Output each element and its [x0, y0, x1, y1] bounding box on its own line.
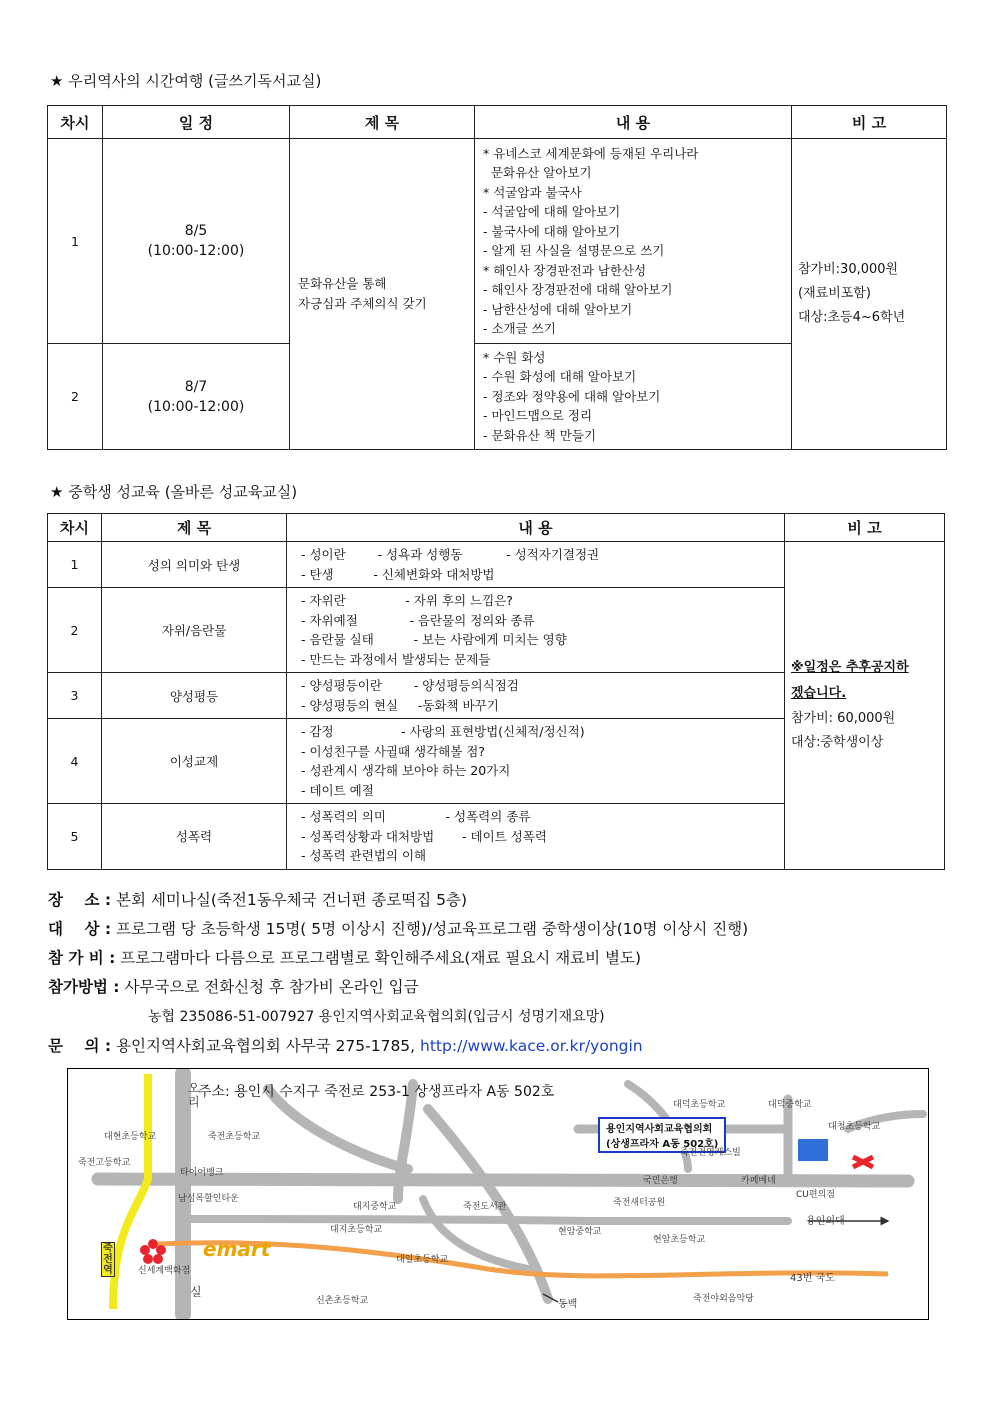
note-line: 대상:초등4~6학년: [798, 310, 906, 325]
map-label: 카페베네: [741, 1176, 776, 1186]
table-header-row: [48, 106, 947, 139]
session-content: - 성이란 - 성욕과 성행동 - 성적자기결정권 - 탄생 - 신체변화와 대처방법: [287, 542, 785, 588]
map-address: 주소: 용인시 수지구 죽전로 253-1 상생프라자 A동 502호: [198, 1084, 555, 1100]
session-date: [103, 139, 290, 344]
info-target: [48, 915, 748, 944]
map-label: 타이어뱅크: [180, 1168, 224, 1178]
map-label: 죽전건영캐스빌: [680, 1148, 741, 1158]
info-method: [48, 973, 419, 1002]
session-number: 2: [48, 588, 102, 673]
session-number: 1: [48, 542, 102, 588]
map-label: 대일초등학교: [396, 1255, 449, 1265]
table-row: [48, 139, 947, 344]
col-header: 내 용: [475, 106, 792, 139]
map-label: 대지초등학교: [330, 1225, 383, 1235]
session-subject: 자위/음란물: [102, 588, 287, 673]
session-note: [792, 139, 947, 450]
map-label: 실: [190, 1285, 202, 1299]
session-number: 2: [48, 344, 103, 450]
info-fee: [48, 944, 641, 973]
session-subject: 문화유산을 통해 자긍심과 주체의식 갖기: [290, 139, 475, 450]
time-text: (10:00-12:00): [147, 243, 245, 259]
map-label: 신세계백화점: [138, 1266, 191, 1276]
map-label: 국민은행: [643, 1176, 678, 1186]
session-content: - 양성평등이란 - 양성평등의식점검 - 양성평등의 현실 -동화책 바꾸기: [287, 673, 785, 719]
note-line: 참가비: 60,000원: [791, 711, 896, 727]
map-label: 동백: [558, 1299, 578, 1310]
info-label: 문 의 :: [48, 1037, 112, 1055]
info-label: 참 가 비 :: [48, 949, 116, 967]
section1-table: [47, 105, 947, 450]
col-header: 제 목: [290, 106, 475, 139]
col-header: 차시: [48, 106, 103, 139]
col-header: 비 고: [785, 514, 945, 542]
session-subject: 성의 의미와 탄생: [102, 542, 287, 588]
col-header: 제 목: [102, 514, 287, 542]
date-text: 8/5: [184, 223, 208, 239]
time-text: (10:00-12:00): [147, 398, 245, 415]
session-content: - 감정 - 사랑의 표현방법(신체적/정신적) - 이성친구를 사귈때 생각해볼 점? - 성관계시 생각해 보아야 하는 20가지 - 데이트 예절: [287, 719, 785, 804]
table-row: [48, 542, 945, 588]
map-label: 죽전초등학교: [208, 1132, 261, 1142]
info-contact: [48, 1032, 643, 1061]
section2-table: [47, 513, 945, 870]
session-date: [103, 344, 290, 450]
map-label: 대덕중학교: [768, 1100, 812, 1110]
map-label: 대지중학교: [353, 1202, 397, 1212]
col-header: 내 용: [287, 514, 785, 542]
info-value: 용인지역사회교육협의회 사무국 275-1785,: [111, 1037, 421, 1055]
note-line: (재료비포함): [798, 286, 871, 301]
map-emart-logo: emart: [203, 1237, 271, 1261]
col-header: 차시: [48, 514, 102, 542]
map-label: 죽전새터공원: [613, 1198, 666, 1208]
info-value: 본회 세미나실(죽전1동우체국 건너편 종로떡집 5층): [111, 891, 468, 909]
info-label: 대 상 :: [48, 920, 112, 938]
session-subject: 이성교제: [102, 719, 287, 804]
map-label: 죽전도서관: [463, 1202, 507, 1212]
info-value: 사무국으로 전화신청 후 참가비 온라인 입금: [119, 978, 419, 996]
section1-title: ★ 우리역사의 시간여행 (글쓰기독서교실): [50, 72, 322, 90]
col-header: 비 고: [792, 106, 947, 139]
map-label: CU편의점: [796, 1190, 835, 1200]
map-label: 43번 국도: [790, 1273, 835, 1284]
map-label: 오: [188, 1081, 200, 1095]
map-station: 죽전역: [101, 1242, 115, 1277]
table-header-row: [48, 514, 945, 542]
info-place: [48, 886, 467, 915]
info-value: 프로그램마다 다름으로 프로그램별로 확인해주세요(재료 필요시 재료비 별도): [115, 949, 642, 967]
map-label: 리: [188, 1095, 200, 1109]
map-label: 대현초등학교: [104, 1132, 157, 1142]
session-content: * 유네스코 세계문화에 등재된 우리나라 문화유산 알아보기 * 석굴암과 불국사 - 석굴암에 대해 알아보기 - 불국사에 대해 알아보기 - 알게 된 사실을 설명문으로 쓰기 * 해인사 장경판전과 남한산성 - 해인사 장경판전에 대해 알아보기 - 남한산성에 대해 알아보기 - 소개글 쓰기: [475, 139, 792, 344]
note-line: 참가비:30,000원: [798, 262, 899, 277]
date-text: 8/7: [184, 378, 208, 395]
map-label: 대덕초등학교: [673, 1100, 726, 1110]
note-line: 대상:중학생이상: [791, 735, 884, 751]
map-label: 죽전고등학교: [78, 1158, 131, 1168]
session-number: 1: [48, 139, 103, 344]
note-bold: ※일정은 추후공지하 겠습니다.: [791, 660, 909, 702]
session-content: - 자위란 - 자위 후의 느낌은? - 자위예절 - 음란물의 정의와 종류 - 음란물 실태 - 보는 사람에게 미치는 영향 - 만드는 과정에서 발생되는 문제들: [287, 588, 785, 673]
info-label: 참가방법 :: [48, 978, 120, 996]
map-label: 용인외대: [806, 1216, 845, 1227]
session-subject: 성폭력: [102, 804, 287, 870]
website-link[interactable]: http://www.kace.or.kr/yongin: [420, 1037, 643, 1055]
map-label: 현암초등학교: [653, 1235, 706, 1245]
session-subject: 양성평등: [102, 673, 287, 719]
session-content: * 수원 화성 - 수원 화성에 대해 알아보기 - 정조와 정약용에 대해 알아보기 - 마인드맵으로 정리 - 문화유산 책 만들기: [475, 344, 792, 450]
map-label: 신촌초등학교: [316, 1296, 369, 1306]
info-label: 장 소 :: [48, 891, 112, 909]
location-map: [67, 1068, 929, 1320]
section2-title: ★ 중학생 성교육 (올바른 성교육교실): [50, 483, 298, 501]
map-label: 남성목할인타운: [178, 1194, 239, 1204]
info-bank: 농협 235086-51-007927 용인지역사회교육협의회(입금시 성명기재요망): [148, 1009, 605, 1025]
session-note: [785, 542, 945, 870]
session-number: 4: [48, 719, 102, 804]
map-label: 현암중학교: [558, 1227, 602, 1237]
map-label: 대청초등학교: [828, 1122, 881, 1132]
session-number: 3: [48, 673, 102, 719]
col-header: 일 정: [103, 106, 290, 139]
info-value: 프로그램 당 초등학생 15명( 5명 이상시 진행)/성교육프로그램 중학생이상(10명 이상시 진행): [111, 920, 749, 938]
session-content: - 성폭력의 의미 - 성폭력의 종류 - 성폭력상황과 대처방법 - 데이트 성폭력 - 성폭력 관련법의 이해: [287, 804, 785, 870]
map-office-label: 용인지역사회교육협의회 (상생프라자 A동 502호): [598, 1117, 726, 1153]
map-label: 죽전야외음악당: [693, 1294, 754, 1304]
session-number: 5: [48, 804, 102, 870]
